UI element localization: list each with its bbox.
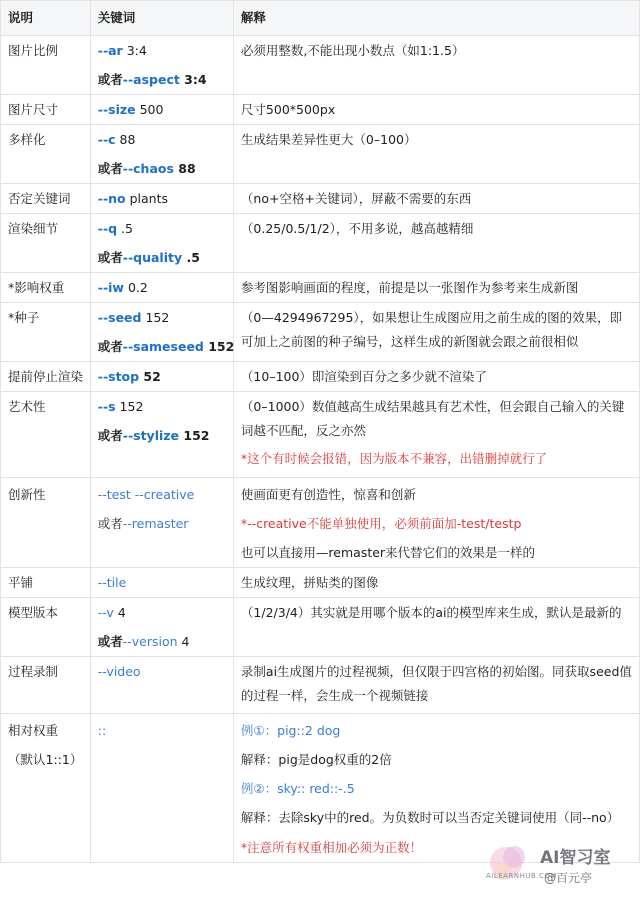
keyword-line: 或者--chaos 88 — [97, 161, 196, 176]
keyword-line: --stop 52 — [97, 369, 161, 384]
row-warning-note: *--creative不能单独使用，必须前面加-test/testp — [240, 516, 522, 531]
table-row — [1, 303, 640, 362]
keyword-line: --video — [97, 664, 141, 679]
keyword-line: --test --creative — [97, 487, 195, 502]
keyword-line: --ar 3:4 — [97, 43, 147, 58]
row-explanation-extra: 也可以直接用—remaster来代替它们的效果是一样的 — [240, 545, 536, 560]
table-row — [1, 214, 640, 273]
keyword-line: 或者--stylize 152 — [97, 428, 210, 443]
row-desc: 过程录制 — [8, 664, 59, 679]
keyword-line: --seed 152 — [97, 310, 170, 325]
row-explanation: 尺寸500*500px — [240, 102, 336, 117]
keyword-line: --q .5 — [97, 221, 133, 236]
row-desc: 平铺 — [8, 575, 34, 590]
example-explanation: 解释：去除sky中的red。为负数时可以当否定关键词使用（同--no） — [240, 810, 620, 825]
row-desc-sub: （默认1::1） — [8, 752, 83, 767]
header-explanation: 解释 — [233, 1, 639, 36]
row-explanation: 生成结果差异性更大（0–100） — [240, 132, 417, 147]
watermark-logo-text: AI智习室 — [540, 848, 611, 868]
row-desc: 图片尺寸 — [8, 102, 59, 117]
table-row — [1, 273, 640, 303]
row-desc: 相对权重 — [8, 723, 59, 738]
row-explanation: 必须用整数,不能出现小数点（如1:1.5） — [240, 43, 465, 58]
example-line: 例①：pig::2 dog — [240, 723, 341, 738]
row-explanation: （1/2/3/4）其实就是用哪个版本的ai的模型库来生成，默认是最新的 — [240, 605, 622, 620]
example-explanation: 解释：pig是dog权重的2倍 — [240, 752, 392, 767]
table-row — [1, 95, 640, 125]
keyword-line: --s 152 — [97, 399, 144, 414]
keyword-line: --iw 0.2 — [97, 280, 148, 295]
keyword-line: --c 88 — [97, 132, 136, 147]
table-row — [1, 478, 640, 568]
row-explanation: （no+空格+关键词），屏蔽不需要的东西 — [240, 191, 472, 206]
table-row — [1, 598, 640, 657]
table-header-row — [1, 1, 640, 36]
table-row — [1, 392, 640, 478]
keyword-line: --size 500 — [97, 102, 164, 117]
row-explanation: （0—4294967295），如果想让生成图应用之前生成的图的效果，即可加上之前图的种子编号，这样生成的新图就会跟之前很相似 — [240, 310, 623, 349]
header-desc: 说明 — [1, 1, 91, 36]
keyword-line: 或者--remaster — [97, 516, 189, 531]
keyword-line: --v 4 — [97, 605, 126, 620]
table-row — [1, 36, 640, 95]
row-explanation: （0–1000）数值越高生成结果越具有艺术性，但会跟自己输入的关键词越不匹配，反之亦然 — [240, 399, 625, 438]
row-explanation: （10–100）即渲染到百分之多少就不渲染了 — [240, 369, 487, 384]
row-explanation: 录制ai生成图片的过程视频，但仅限于四宫格的初始图。同获取seed值的过程一样，会生成一个视频链接 — [240, 664, 632, 703]
watermark-handle: @百元亭 — [544, 871, 593, 885]
row-desc: 图片比例 — [8, 43, 59, 58]
row-desc: 提前停止渲染 — [8, 369, 84, 384]
row-desc: 创新性 — [8, 487, 46, 502]
header-keyword: 关键词 — [90, 1, 233, 36]
watermark — [482, 835, 640, 902]
row-warning-note: *注意所有权重相加必须为正数！ — [240, 840, 423, 855]
row-desc: 模型版本 — [8, 605, 59, 620]
row-desc: 艺术性 — [8, 399, 46, 414]
example-line: 例②：sky:: red::-.5 — [240, 781, 355, 796]
keyword-line: 或者--aspect 3:4 — [97, 72, 207, 87]
row-desc: 否定关键词 — [8, 191, 71, 206]
watermark-subtext: AILEARNHUB.COM — [486, 872, 557, 880]
keyword-line: :: — [97, 723, 107, 738]
keyword-line: 或者--quality .5 — [97, 250, 200, 265]
row-desc: 多样化 — [8, 132, 46, 147]
table-row — [1, 568, 640, 598]
row-desc: *种子 — [8, 310, 40, 325]
keyword-line: 或者--version 4 — [97, 634, 190, 649]
keyword-line: --tile — [97, 575, 127, 590]
row-desc: 渲染细节 — [8, 221, 59, 236]
keyword-line: --no plants — [97, 191, 169, 206]
row-explanation: 生成纹理，拼贴类的图像 — [240, 575, 379, 590]
row-desc: *影响权重 — [8, 280, 65, 295]
row-explanation: 使画面更有创造性，惊喜和创新 — [240, 487, 416, 502]
table-row — [1, 657, 640, 714]
row-warning-note: *这个有时候会报错，因为版本不兼容，出错删掉就行了 — [240, 451, 548, 466]
keyword-line: 或者--sameseed 152 — [97, 339, 235, 354]
row-explanation: 参考图影响画面的程度，前提是以一张图作为参考来生成新图 — [240, 280, 579, 295]
table-row — [1, 125, 640, 184]
table-row — [1, 362, 640, 392]
row-explanation: （0.25/0.5/1/2），不用多说，越高越精细 — [240, 221, 474, 236]
table-row — [1, 184, 640, 214]
